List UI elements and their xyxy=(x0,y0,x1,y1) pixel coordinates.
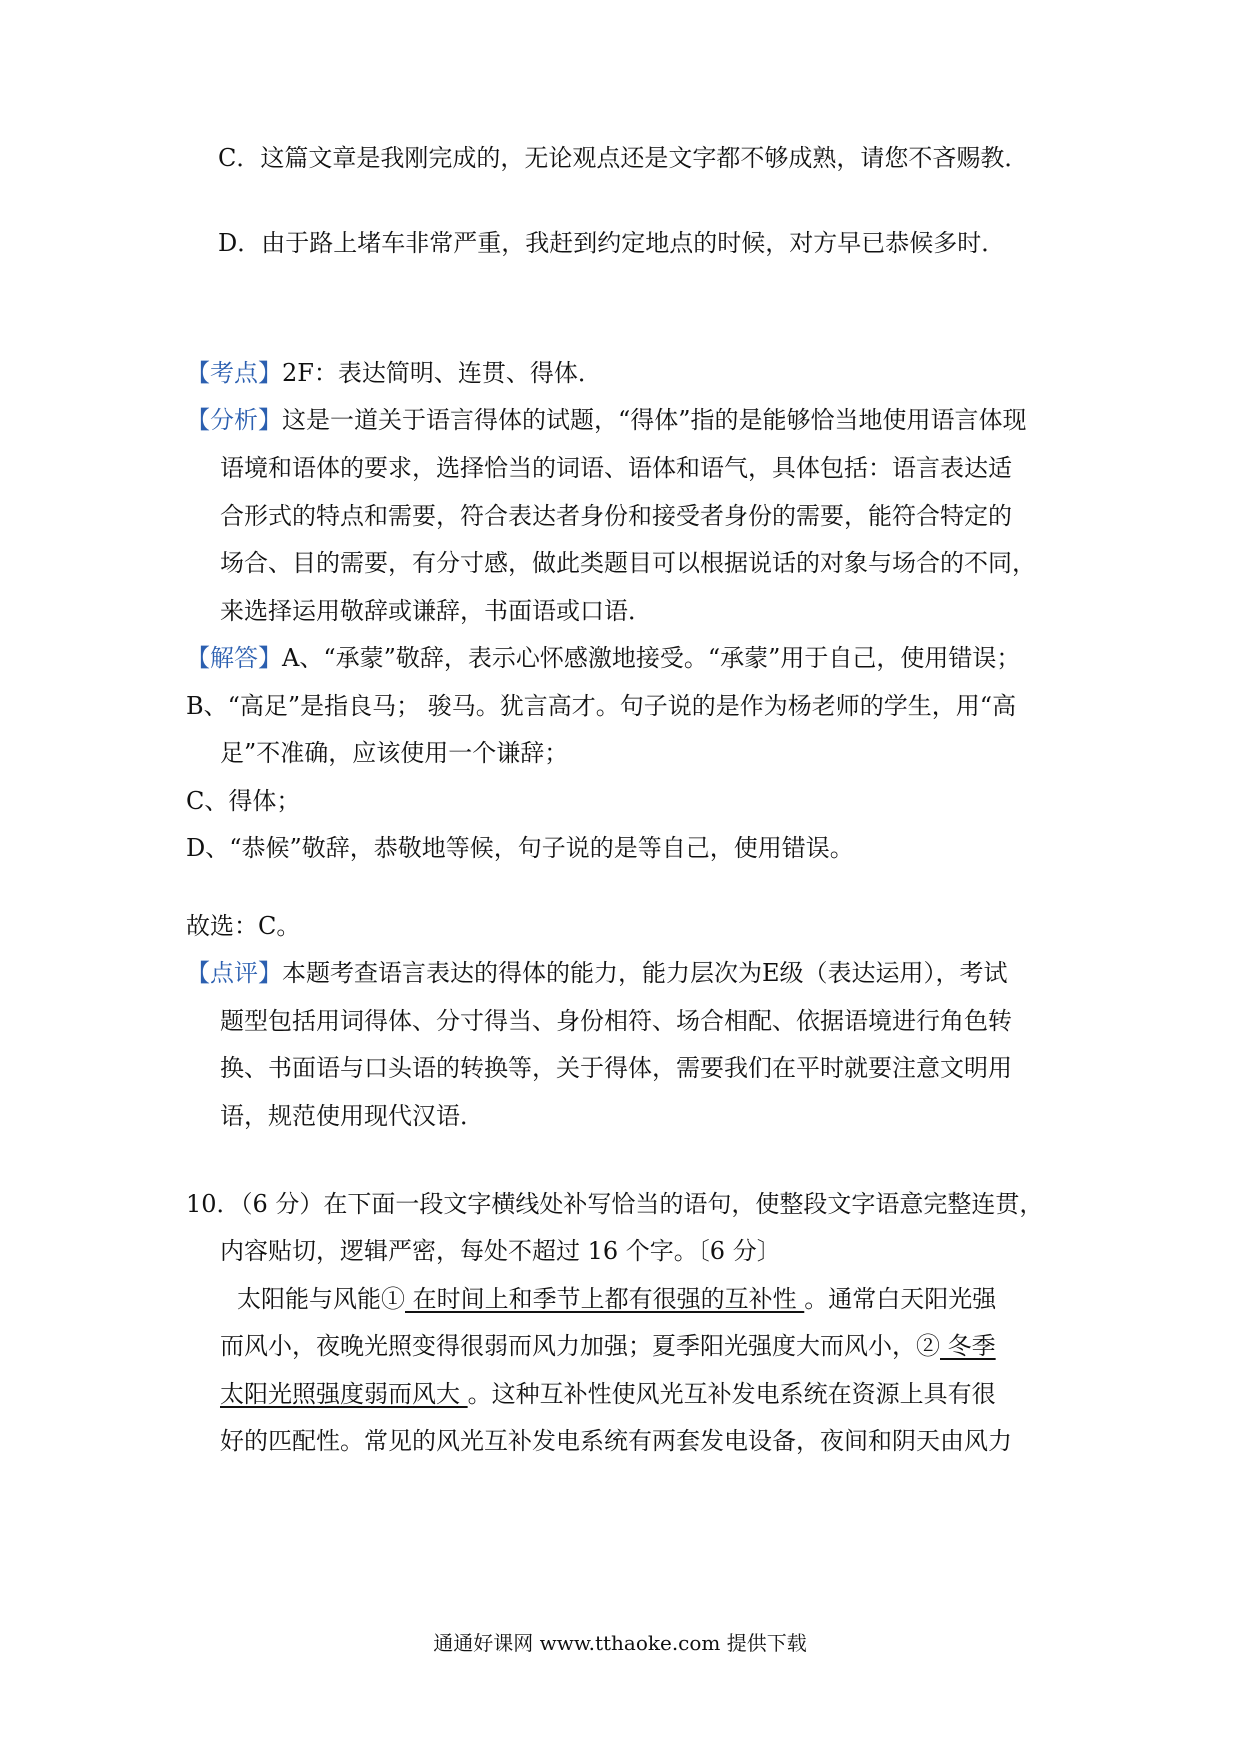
fenxi-text-1: 这是一道关于语言得体的试题，“得体”指的是能够恰当地使用语言体现 xyxy=(282,406,1027,434)
q10-blank-2-answer-part1: 冬季 xyxy=(940,1332,996,1360)
q10-blank-1-answer: 在时间上和季节上都有很强的互补性 xyxy=(405,1285,805,1313)
q10-p2-pre: 而风小，夜晚光照变得很弱而风力加强；夏季阳光强度大而风小，② xyxy=(220,1332,940,1360)
jieda-tag: 【解答】 xyxy=(186,644,282,672)
q10-stem-2: 内容贴切，逻辑严密，每处不超过 16 个字。〔6 分〕 xyxy=(220,1237,781,1265)
fenxi-tag: 【分析】 xyxy=(186,406,282,434)
jieda-text-5: D、“恭候”敬辞，恭敬地等候，句子说的是等自己，使用错误。 xyxy=(186,834,854,862)
jieda-text-1: A、“承蒙”敬辞，表示心怀感激地接受。“承蒙”用于自己，使用错误； xyxy=(282,644,1021,672)
dianping-text-1: 本题考查语言表达的得体的能力，能力层次为E级（表达运用），考试 xyxy=(282,959,1008,987)
dianping-text-4: 语，规范使用现代汉语． xyxy=(220,1102,484,1130)
q10-passage-line-1 xyxy=(237,1284,996,1314)
dianping-line-1 xyxy=(186,958,1008,988)
dianping-text-3: 换、书面语与口头语的转换等，关于得体，需要我们在平时就要注意文明用 xyxy=(220,1054,1012,1082)
jieda-text-3: 足”不准确，应该使用一个谦辞； xyxy=(220,739,569,767)
kaodian-line xyxy=(186,358,602,388)
dianping-text-2: 题型包括用词得体、分寸得当、身份相符、场合相配、依据语境进行角色转 xyxy=(220,1007,1012,1035)
page-footer: 通通好课网 www.tthaoke.com 提供下载 xyxy=(433,1631,807,1655)
jieda-text-4: C、得体； xyxy=(186,787,301,815)
fenxi-text-2: 语境和语体的要求，选择恰当的词语、语体和语气，具体包括：语言表达适 xyxy=(220,454,1012,482)
jieda-text-2: B、“高足”是指良马； 骏马。犹言高才。句子说的是作为杨老师的学生，用“高 xyxy=(186,692,1017,720)
q10-p1-pre: 太阳能与风能① xyxy=(237,1285,405,1313)
q10-passage-line-3 xyxy=(220,1379,996,1409)
q10-p3-post: 。这种互补性使风光互补发电系统在资源上具有很 xyxy=(467,1380,996,1408)
fenxi-text-5: 来选择运用敬辞或谦辞，书面语或口语． xyxy=(220,597,652,625)
q10-passage-line-4: 好的匹配性。常见的风光互补发电系统有两套发电设备，夜间和阴天由风力 xyxy=(220,1427,1012,1455)
q10-passage-line-2 xyxy=(220,1331,996,1361)
fenxi-text-3: 合形式的特点和需要，符合表达者身份和接受者身份的需要，能符合特定的 xyxy=(220,502,1012,530)
q10-stem-1: 10．（6 分）在下面一段文字横线处补写恰当的语句，使整段文字语意完整连贯， xyxy=(186,1190,1044,1218)
q10-blank-2-answer-part2: 太阳光照强度弱而风大 xyxy=(220,1380,468,1408)
dianping-tag: 【点评】 xyxy=(186,959,282,987)
jieda-line-1 xyxy=(186,643,1020,673)
kaodian-text: 2F：表达简明、连贯、得体． xyxy=(282,359,602,387)
option-c: C．这篇文章是我刚完成的，无论观点还是文字都不够成熟，请您不吝赐教． xyxy=(218,144,1029,172)
option-d: D．由于路上堵车非常严重，我赶到约定地点的时候，对方早已恭候多时． xyxy=(218,229,1006,257)
q10-p1-post: 。通常白天阳光强 xyxy=(804,1285,997,1313)
fenxi-text-4: 场合、目的需要，有分寸感，做此类题目可以根据说话的对象与场合的不同， xyxy=(220,549,1036,577)
fenxi-line-1 xyxy=(186,405,1027,435)
answer-text: 故选：C。 xyxy=(186,912,301,940)
kaodian-tag: 【考点】 xyxy=(186,359,282,387)
